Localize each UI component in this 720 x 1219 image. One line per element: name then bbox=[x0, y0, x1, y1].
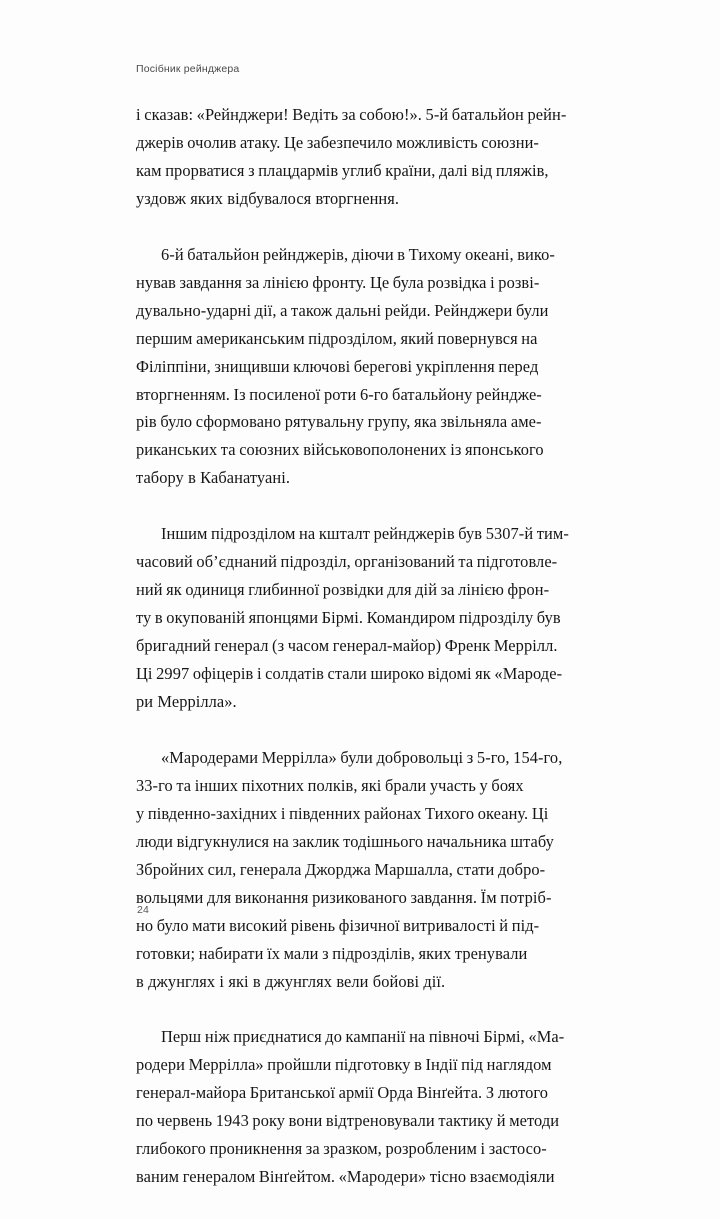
text-line: 6-й батальйон рейнджерів, діючи в Тихому океані, вико- bbox=[161, 244, 555, 264]
text-line: і сказав: «Рейнджери! Ведіть за собою!». 5-й батальйон рейн- bbox=[136, 105, 567, 124]
paragraph bbox=[136, 744, 583, 1024]
text-line: по червень 1943 року вони відтреновували тактику й методи bbox=[136, 1111, 560, 1131]
text-line: люди відгукнулися на заклик тодішнього начальника штабу bbox=[136, 831, 554, 851]
text-line: вольцями для виконання ризикованого завдання. Їм потріб- bbox=[136, 887, 552, 907]
text-line: нував завдання за лінією фронту. Це була розвідка і розві- bbox=[136, 272, 540, 292]
paragraph bbox=[136, 101, 583, 241]
text-line: уздовж яких відбувалося вторгнення. bbox=[136, 188, 400, 208]
running-head: Посібник рейнджера bbox=[136, 63, 240, 75]
text-line: ний як одиниця глибинної розвідки для дій за лінією фрон- bbox=[136, 580, 550, 600]
text-line: Ці 2997 офіцерів і солдатів стали широко відомі як «Мароде- bbox=[136, 664, 563, 684]
text-line: риканських та союзних військовополонених із японського bbox=[136, 440, 544, 460]
text-line: рів було сформовано рятувальну групу, яка звільняла аме- bbox=[136, 412, 542, 432]
text-line: Іншим підрозділом на кшталт рейнджерів був 5307-й тим- bbox=[161, 524, 569, 544]
text-line: но було мати високий рівень фізичної витривалості й під- bbox=[136, 915, 540, 935]
text-line: у південно-західних і південних районах Тихого океану. Ці bbox=[136, 803, 549, 823]
text-line: Перш ніж приєднатися до кампанії на півночі Бірмі, «Ма- bbox=[161, 1027, 565, 1047]
text-line: генерал-майора Британської армії Орда Вінґейта. З лютого bbox=[136, 1083, 549, 1103]
text-line: ваним генералом Вінґейтом. «Мародери» тісно взаємодіяли bbox=[136, 1167, 555, 1187]
body-text-column bbox=[136, 101, 583, 1219]
text-line: часовий об’єднаний підрозділ, організований та підготовле- bbox=[136, 552, 558, 572]
text-line: в джунглях і які в джунглях вели бойові дії. bbox=[136, 971, 446, 991]
text-line: джерів очолив атаку. Це забезпечило можливість союзни- bbox=[136, 132, 539, 152]
paragraph bbox=[136, 241, 583, 521]
text-line: 33-го та інших піхотних полків, які брали участь у боях bbox=[136, 775, 524, 795]
text-line: вторгненням. Із посиленої роти 6-го батальйону рейндже- bbox=[136, 384, 542, 404]
text-line: родери Меррілла» пройшли підготовку в Індії під наглядом bbox=[136, 1055, 552, 1075]
text-line: ри Меррілла». bbox=[136, 692, 237, 712]
paragraph bbox=[136, 1023, 583, 1219]
text-line: бригадний генерал (з часом генерал-майор) Френк Меррілл. bbox=[136, 636, 558, 656]
page-number: 24 bbox=[137, 904, 150, 916]
paragraph bbox=[136, 520, 583, 744]
text-line: табору в Кабанатуані. bbox=[136, 468, 291, 488]
text-line: Збройних сил, генерала Джорджа Маршалла, стати добро- bbox=[136, 859, 546, 879]
text-line: дувально-ударні дії, а також дальні рейди. Рейнджери були bbox=[136, 300, 549, 320]
text-line: ту в окупованій японцями Бірмі. Командиром підрозділу був bbox=[136, 608, 561, 628]
text-line: Філіппіни, знищивши ключові берегові укріплення перед bbox=[136, 356, 539, 376]
text-line: «Мародерами Меррілла» були добровольці з 5-го, 154-го, bbox=[161, 747, 563, 767]
text-line: кам прорватися з плацдармів углиб країни, далі від пляжів, bbox=[136, 160, 549, 180]
text-line: готовки; набирати їх мали з підрозділів, яких тренували bbox=[136, 943, 528, 963]
text-line: першим американським підрозділом, який повернувся на bbox=[136, 328, 538, 348]
text-line: глибокого проникнення за зразком, розробленим і застосо- bbox=[136, 1139, 547, 1159]
